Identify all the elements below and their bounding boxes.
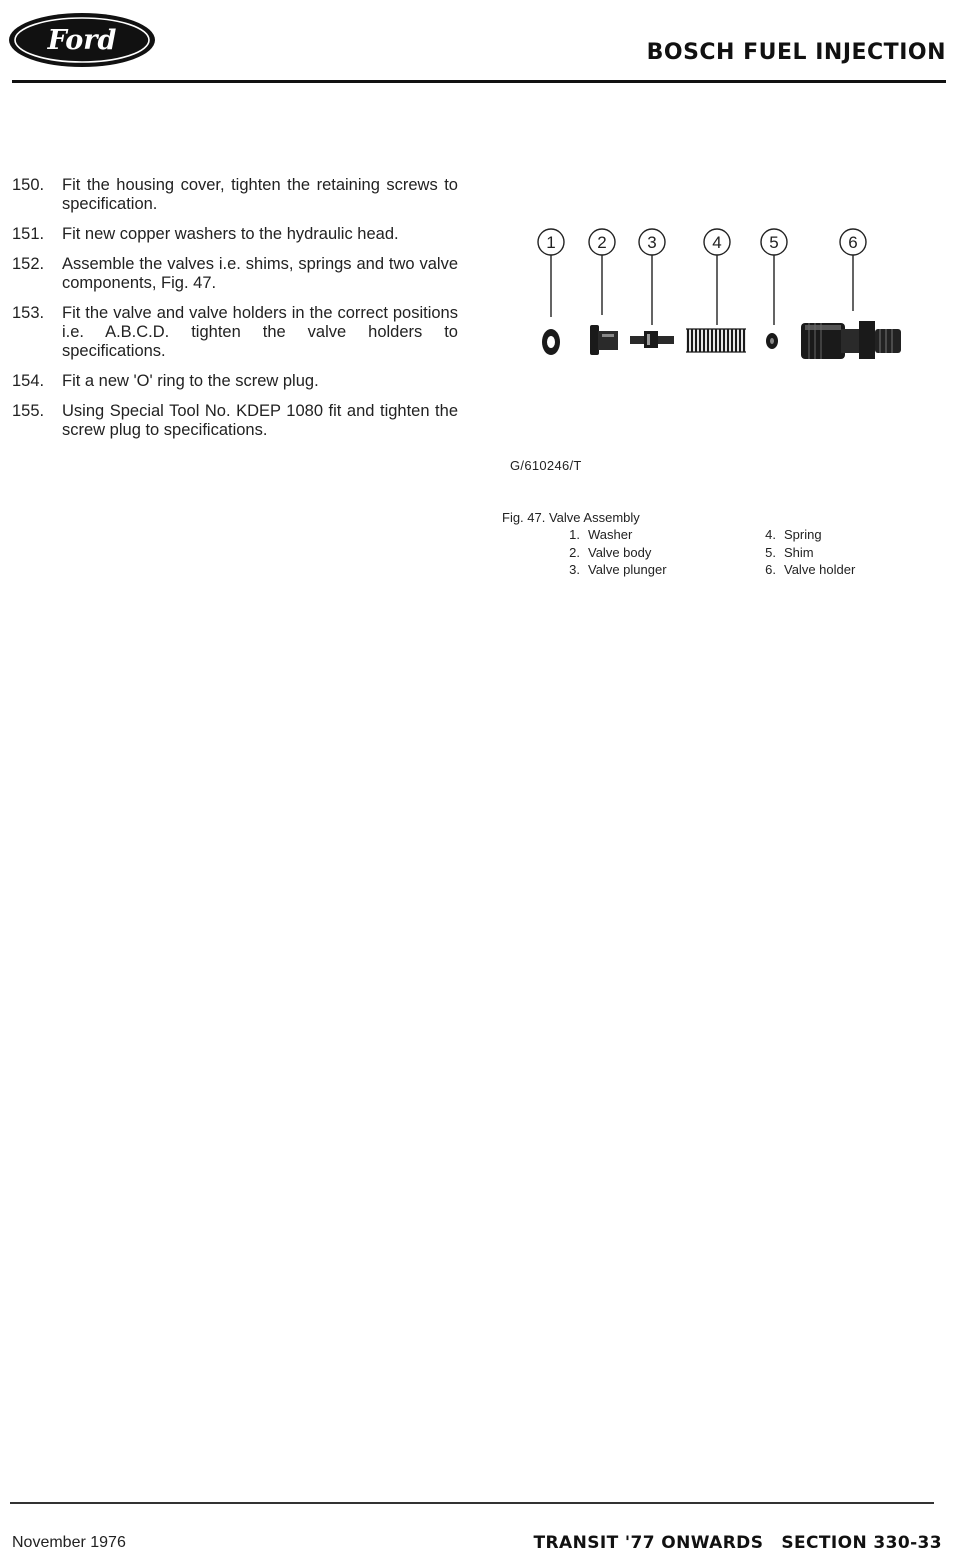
legend-left-column — [558, 526, 758, 579]
step-number: 151. — [12, 225, 45, 243]
valve-holder-part — [801, 321, 901, 359]
washer-part — [542, 329, 560, 355]
legend-item: 1. Washer — [569, 527, 633, 542]
figure-caption — [502, 509, 856, 577]
step-151 — [12, 225, 458, 244]
step-text: Using Special Tool No. KDEP 1080 fit and tighten the screw plug to specifications. — [62, 402, 458, 439]
step-155 — [12, 402, 458, 440]
legend-item: 5. Shim — [765, 544, 814, 560]
step-154 — [12, 372, 458, 391]
footer-section-info — [534, 1533, 942, 1553]
procedure-steps — [12, 176, 458, 451]
step-text: Fit the valve and valve holders in the correct positions i.e. A.B.C.D. tighten the valve holders to specifications. — [62, 304, 458, 360]
shim-part — [766, 333, 778, 349]
callout-label-4: 4 — [712, 233, 722, 252]
step-number: 152. — [12, 255, 45, 273]
footer-divider — [10, 1502, 934, 1504]
step-number: 155. — [12, 402, 45, 420]
legend-item: 6. Valve holder — [765, 562, 856, 577]
step-number: 153. — [12, 304, 45, 322]
valve-plunger-part — [630, 331, 674, 348]
callout-label-2: 2 — [597, 233, 607, 252]
valve-body-part — [590, 325, 618, 355]
callout-label-6: 6 — [848, 233, 858, 252]
step-text: Fit new copper washers to the hydraulic head. — [62, 225, 399, 243]
step-text: Fit the housing cover, tighten the retaining screws to specification. — [62, 176, 458, 213]
legend-item: 3. Valve plunger — [569, 562, 667, 577]
legend-item: 2. Valve body — [569, 544, 652, 560]
step-150 — [12, 176, 458, 214]
step-text: Fit a new 'O' ring to the screw plug. — [62, 372, 319, 390]
section-title: BOSCH FUEL INJECTION — [646, 40, 946, 65]
logo-text: Ford — [47, 25, 117, 56]
callout-label-3: 3 — [647, 233, 657, 252]
step-152 — [12, 255, 458, 293]
step-number: 154. — [12, 372, 45, 390]
step-text: Assemble the valves i.e. shims, springs and two valve components, Fig. 47. — [62, 255, 458, 292]
legend-item: 4. Spring — [765, 527, 822, 542]
valve-assembly-illustration — [520, 225, 920, 375]
callout-label-1: 1 — [546, 233, 556, 252]
step-153 — [12, 304, 458, 361]
figure-reference-code: G/610246/T — [510, 458, 582, 473]
footer-date: November 1976 — [12, 1534, 126, 1551]
caption-title: Fig. 47. Valve Assembly — [502, 510, 640, 525]
legend-right-column — [754, 526, 954, 579]
header-divider — [12, 80, 946, 83]
footer-section-number: SECTION 330-33 — [781, 1533, 942, 1553]
step-number: 150. — [12, 176, 45, 194]
ford-logo — [6, 10, 158, 70]
footer-publication: TRANSIT '77 ONWARDS — [533, 1533, 764, 1553]
callout-label-5: 5 — [769, 233, 779, 252]
spring-part — [686, 329, 746, 352]
